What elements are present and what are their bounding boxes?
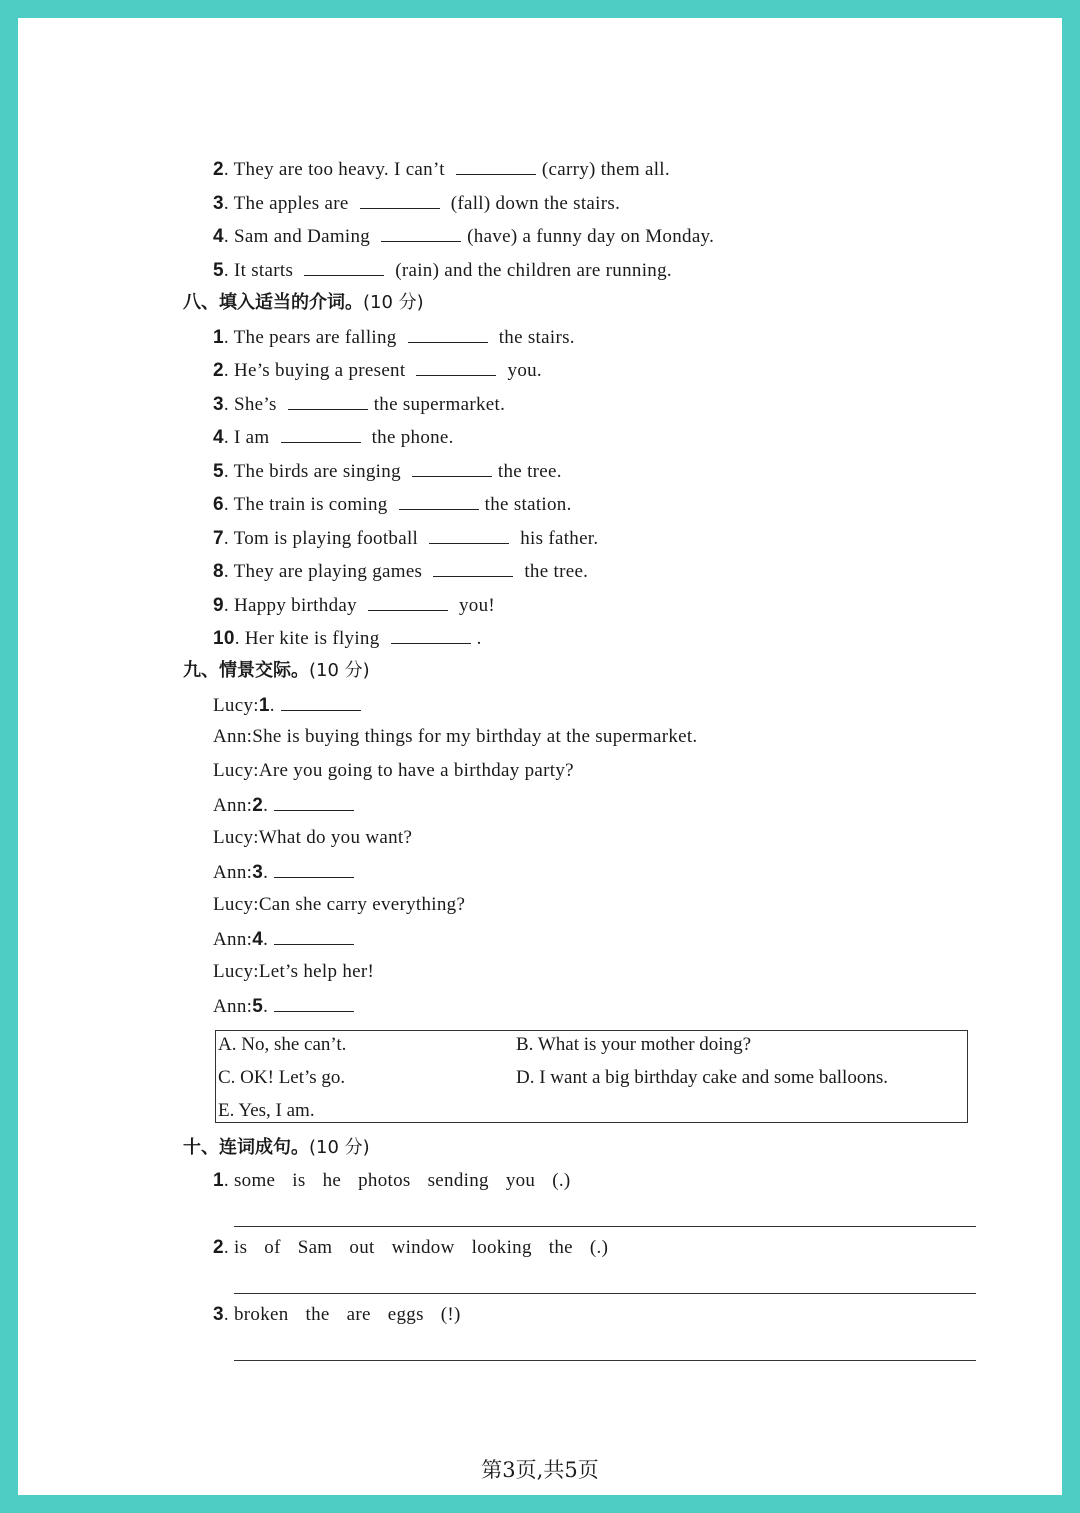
speaker: Lucy: [213,827,259,848]
speaker: Ann: [213,726,253,747]
dialogue-line-3 [213,759,574,783]
s8-item-3 [213,391,505,417]
answer-blank[interactable] [368,592,448,611]
section-points: (10 分) [309,660,370,681]
item-number: 4 [213,226,224,247]
item-text-before: . The train is coming [223,494,393,515]
answer-blank[interactable] [433,558,513,577]
answer-blank[interactable] [274,993,354,1012]
dialogue-line-7 [213,893,465,917]
section-points: (10 分) [363,292,424,313]
word: Sam [297,1237,333,1258]
answer-line[interactable] [234,1293,976,1294]
s7-item-4 [213,223,714,249]
word: the [305,1304,330,1325]
item-text-after: his father. [515,528,599,549]
punctuation: (!) [440,1304,461,1325]
item-text-after: the tree. [519,561,589,582]
item-number: 10 [213,628,235,649]
item-number: 2 [213,360,224,381]
page-footer: 第3页,共5页 [481,1458,599,1482]
word: broken [233,1304,289,1325]
answer-blank[interactable] [274,859,354,878]
item-number: 4 [213,427,224,448]
answer-blank[interactable] [429,525,509,544]
word: you [505,1170,536,1191]
item-text-after: (carry) them all. [541,159,670,180]
s7-item-5 [213,257,672,283]
section-points: (10 分) [309,1137,370,1158]
section-10-heading [183,1135,370,1160]
item-text-after: you! [453,595,496,616]
word: out [349,1237,375,1258]
speaker: Lucy: [213,695,259,716]
item-number: 6 [213,494,224,515]
dialogue-line-6: Ann:3. [213,859,360,885]
item-text-before: . They are too heavy. I can’t [223,159,450,180]
speaker: Lucy: [213,760,259,781]
punctuation: (.) [552,1170,571,1191]
answer-blank[interactable] [281,692,361,711]
speaker: Ann: [213,996,253,1017]
item-text-after: (have) a funny day on Monday. [467,226,715,247]
answer-blank[interactable] [391,625,471,644]
item-text-before: . The apples are [223,193,354,214]
dialogue-text: What do you want? [258,827,413,848]
dialogue-line-10: Ann:5. [213,993,360,1019]
answer-blank[interactable] [274,792,354,811]
dialogue-text: Let’s help her! [258,961,375,982]
item-number: 2 [213,159,224,180]
s7-item-2 [213,156,670,182]
section-title: 九、情景交际。 [183,660,309,681]
dialogue-line-8: Ann:4. [213,926,360,952]
s10-item-3: 3. broken the are eggs (!) [213,1304,461,1325]
item-number: 2 [252,795,264,816]
item-text-after: the tree. [497,461,562,482]
item-text-before: . It starts [223,260,299,281]
s8-item-9 [213,592,495,618]
s8-item-1 [213,324,575,350]
dialogue-text: Can she carry everything? [258,894,466,915]
item-text-before: . They are playing games [223,561,428,582]
answer-blank[interactable] [274,926,354,945]
item-text-after: the stairs. [493,327,575,348]
s8-item-2 [213,357,542,383]
options-box [215,1030,968,1123]
item-text-after: (fall) down the stairs. [445,193,621,214]
worksheet-page [18,18,1062,1495]
item-text-before: . Happy birthday [223,595,362,616]
item-text-before: . The pears are falling [223,327,402,348]
answer-line[interactable] [234,1360,976,1361]
s8-item-8 [213,558,588,584]
item-text-before: . He’s buying a present [223,360,411,381]
s10-item-1: 1. some is he photos sending you (.) [213,1170,571,1191]
dialogue-line-4: Ann:2. [213,792,360,818]
item-text-after: the station. [484,494,572,515]
item-number: 3 [213,1304,224,1325]
item-text-before: . I am [223,427,275,448]
item-number: 5 [213,260,224,281]
s8-item-7 [213,525,598,551]
answer-blank[interactable] [416,357,496,376]
punctuation: (.) [589,1237,609,1258]
word: looking [471,1237,532,1258]
item-text-after: the supermarket. [373,394,506,415]
word: he [322,1170,342,1191]
speaker: Lucy: [213,961,259,982]
item-text-before: . Her kite is flying [234,628,385,649]
item-number: 5 [213,461,224,482]
word: some [233,1170,276,1191]
section-8-heading [183,290,424,315]
word: sending [427,1170,489,1191]
item-number: 4 [252,929,264,950]
answer-blank[interactable] [381,223,461,242]
answer-blank[interactable] [304,257,384,276]
dialogue-line-2 [213,725,698,749]
word: the [548,1237,573,1258]
answer-blank[interactable] [360,190,440,209]
s8-item-6 [213,491,572,517]
speaker: Ann: [213,862,253,883]
item-text-after: (rain) and the children are running. [390,260,672,281]
dialogue-text: Are you going to have a birthday party? [258,760,574,781]
option-b: B. What is your mother doing? [516,1034,752,1055]
item-text-before: . She’s [223,394,282,415]
dialogue-line-5 [213,826,412,850]
answer-blank[interactable] [281,424,361,443]
dialogue-line-1: Lucy:1. [213,692,367,718]
item-number: 1 [213,1170,224,1191]
option-e: E. Yes, I am. [218,1100,315,1121]
word: of [264,1237,281,1258]
answer-blank[interactable] [399,491,479,510]
word: eggs [387,1304,424,1325]
item-number: 3 [213,193,224,214]
dialogue-text: She is buying things for my birthday at the supermarket. [252,726,698,747]
answer-line[interactable] [234,1226,976,1227]
speaker: Lucy: [213,894,259,915]
section-title: 八、填入适当的介词。 [183,292,363,313]
item-text-after: the phone. [366,427,454,448]
word: photos [358,1170,411,1191]
word: are [346,1304,371,1325]
item-number: 7 [213,528,224,549]
item-text-before: . Sam and Daming [223,226,376,247]
item-number: 8 [213,561,224,582]
option-d: D. I want a big birthday cake and some balloons. [516,1067,888,1088]
item-text-before: . Tom is playing football [223,528,424,549]
word: is [233,1237,248,1258]
answer-blank[interactable] [408,324,488,343]
section-9-heading [183,658,370,683]
s8-item-10 [213,625,482,651]
answer-blank[interactable] [412,458,492,477]
s7-item-3 [213,190,620,216]
item-number: 5 [252,996,264,1017]
item-number: 3 [252,862,264,883]
speaker: Ann: [213,795,253,816]
item-text-after: you. [502,360,542,381]
item-number: 9 [213,595,224,616]
answer-blank[interactable] [288,391,368,410]
speaker: Ann: [213,929,253,950]
item-number: 3 [213,394,224,415]
s10-item-2: 2. is of Sam out window looking the (.) [213,1237,609,1258]
item-text-before: . The birds are singing [223,461,406,482]
option-c: C. OK! Let’s go. [218,1067,346,1088]
section-title: 十、连词成句。 [183,1137,309,1158]
item-number: 2 [213,1237,224,1258]
option-a: A. No, she can’t. [218,1034,347,1055]
dialogue-line-9 [213,960,374,984]
s8-item-4 [213,424,454,450]
s8-item-5 [213,458,562,484]
word: window [391,1237,455,1258]
item-text-after: . [476,628,482,649]
word: is [292,1170,306,1191]
answer-blank[interactable] [456,156,536,175]
item-number: 1 [258,695,270,716]
item-number: 1 [213,327,224,348]
